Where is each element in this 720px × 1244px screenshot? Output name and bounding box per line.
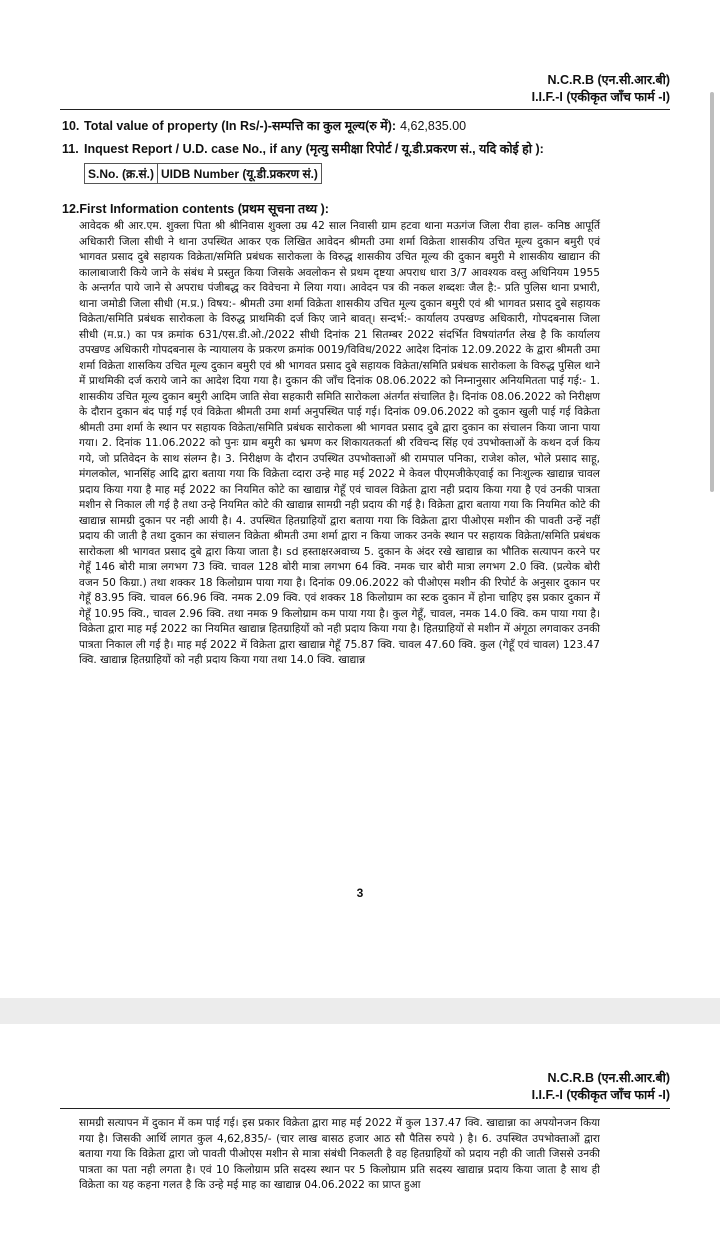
item-12-first-information: [62, 201, 329, 217]
item-11-inquest-report: [62, 141, 544, 157]
fir-contents-text: आवेदक श्री आर.एम. शुक्ला पिता श्री श्रीनिवास शुक्ला उम्र 42 साल निवासी ग्राम हटवा थाना मऊगंज जिला रीवा हाल- कनिष्ठ आपूर्ति अधिकारी जिला सीधी ने थाना उपस्थित आकर एक लिखित आवेदन श्रीमती उमा शर्मा विक्रेता शासकीय उचित मूल्य दुकान बमुरी एवं भागवत प्रसाद दुबे सहायक विक्रेता/समिति प्रबंधक सारोकला के विरुद्ध शासकीय उचित मूल्य की दुकान बमुरी मे शासकीय खाद्यान की कालाबाजारी किये जाने के संबंध मे प्रस्तुत किया जिसके अवलोकन से प्रथम दृष्टया अपराध धारा 3/7 आवश्यक वस्तु अधिनियम 1955 के अन्तर्गत पाये जाने से अपराध पंजीबद्ध कर विवेचना मे लिया गया। आवेदन पत्र की नकल शब्दशः जैल है:- प्रति पुलिस थाना प्रभारी, थाना जमोडी जिला सीधी (म.प्र.) विषय:- श्रीमती उमा शर्मा विक्रेता शासकीय उचित मूल्य दुकान बमुरी एवं श्री भागवत प्रसाद दुबे सहायक विक्रेता/समिति प्रबंधक सारोकला के विरुद्ध प्राथमिकी दर्ज किए जाने बावत्। सन्दर्भ:- कार्यालय उपखण्ड अधिकारी, गोपदबनास जिला सीधी (म.प्र.) का पत्र क्रमांक 631/एस.डी.ओ./2022 सीधी दिनांक 21 सितम्बर 2022 संदर्भित विषयांतर्गत लेख है कि कार्यालय उपखण्ड अधिकारी गोपदबनास के न्यायालय के प्रकरण क्रमांक 0019/विविध/2022 आदेश दिनांक 12.09.2022 के द्वारा श्रीमती उमा शर्मा विक्रेता शासकिय उचित मूल्य दुकान बमुरी एवं श्री भागवत प्रसाद दुबे सहायक विक्रेता/समिति प्रबंधक सारोकला के विरुद्ध पुसिल थाने में प्राथमिकी दर्ज कराये जाने का आदेश दिया गया है। दुकान की जाँच दिनांक 08.06.2022 को निम्नानुसार अनियमितता पाई गई:- 1. शासकीय उचित मूल्य दुकान बमुरी आदिम जाति सेवा सहकारी समिति सारोकला अंतर्गत संचालित है। दिनांक 08.06.2022 को निरीक्षण के दौरान दुकान बंद पाई गई एवं विक्रेता श्रीमती उमा शर्मा अनुपस्थित पाई गई। दिनांक 09.06.2022 को दुकान खुली पाई गई विक्रेता श्रीमती उमा शर्मा के स्थान पर सहायक विक्रेता/समिति प्रबंधक सारोकला श्री भागवत प्रसाद दुबे द्वारा दुकान का संचालन किया जाना पाया गया। 2. दिनांक 11.06.2022 को पुनः ग्राम बमुरी का भ्रमण कर शिकायतकर्ता श्री रविचन्द सिंह एवं उपभोक्ताओं के कथन दर्ज किय गये, जो प्रतिवेदन के साथ संलग्न है। 3. निरीक्षण के दौरान उपस्थित उपभोक्ताओं श्री रामपाल पनिका, राजेश कोल, भोले प्रसाद साहू, मंगलकोल, भानसिंह आदि द्वारा बताया गया कि विक्रेता व्दारा उन्हे माह मई 2022 मे केवल पीएमजीकेएवाई का निःशुल्क खाद्यान्न चावल प्रदाय किया गया है माह मई 2022 का नियमित कोटे का खाद्यान्न गेहूँ एवं चावल विक्रेता द्वारा नही प्रदाय किया गया है एवं उनकी पात्रता मशीन से निकाल ली गई है तथा उन्हे नियमित कोटे की खाद्यान्न सामग्री नही प्रदाय की गई है। विक्रेता द्वारा बताया गया कि नियमित कोटे की खाद्यान्न सामग्री दुकान पर नही आयी है। 4. उपस्थित हितग्राहियों द्वारा बताया गया कि विक्रेता द्वारा पीओएस मशीन की पावती उन्हें नहीं प्रदाय की जाती है तथा दुकान का संचालन विक्रेता श्रीमती उमा शर्मा द्वारा न किया जाकर उनके स्थान पर सहायक विक्रेता/समिति प्रबंधक सारोकला श्री भागवत प्रसाद दुबे द्वारा किया जाता है। sd हस्ताक्षरअवाच्य 5. दुकान के अंदर रखे खाद्यान्न का भौतिक सत्यापन करने पर गेहूँ 146 बोरी मात्रा लगभग 73 क्वि. चावल 128 बोरी मात्रा लगभग 64 क्वि. नमक चार बोरी मात्रा लगभग 2.0 क्वि. (प्रत्येक बोरी वजन 50 किग्रा.) तथा शक्कर 18 किलोग्राम पाया गया है। दिनांक 09.06.2022 को पीओएस मशीन की रिपोर्ट के अनुसार दुकान पर गेहूँ 83.95 क्वि. चावल 66.96 क्वि. नमक 2.09 क्वि. एवं शक्कर 18 किलोग्राम का स्टक दुकान में होना चाहिए इस प्रकार दुकान में गेहूँ 10.95 क्वि., चावल 2.96 क्वि. तथा नमक 9 किलोग्राम कम पाया गया है। कुल गेहूँ, चावल, नमक 14.0 क्वि. कम पाया गया है। विक्रेता द्वारा माह मई 2022 का नियमित खाद्यान्न हितग्राहियों को नही प्रदाय किया गया है। हितग्राहियों से मशीन में अंगूठा लगवाकर उनकी पात्रता निकाल ली गई है। माह मई 2022 में विक्रेता द्वारा खाद्यान्न गेहूँ 75.87 क्वि. चावल 47.60 क्वि. कुल (गेहूँ एवं चावल) 123.47 क्वि. खाद्यान्न हितग्राहियों को नही प्रदाय किया गया तथा 14.0 क्वि. खाद्यान्न: [79, 220, 600, 666]
scrollbar[interactable]: [710, 92, 714, 492]
header-iif-page-2: I.I.F.-I (एकीकृत जाँच फार्म -I): [531, 1088, 670, 1102]
item-10-label: Total value of property (In Rs/-)-सम्पत्ति का कुल मूल्य(रु में):: [84, 119, 397, 133]
item-11-label: Inquest Report / U.D. case No., if any (मृत्यु समीक्षा रिपोर्ट / यू.डी.प्रकरण सं., यदि कोई हो ):: [84, 142, 544, 156]
form-header-page-2-text: [532, 1070, 670, 1104]
uidb-table: [84, 163, 322, 184]
uidb-header-number: UIDB Number (यू.डी.प्रकरण सं.): [158, 164, 322, 184]
page-number: 3: [356, 886, 364, 900]
item-11-number: 11.: [62, 142, 79, 156]
item-10-value: 4,62,835.00: [400, 119, 467, 133]
item-12-label: First Information contents (प्रथम सूचना तथ्य ):: [79, 202, 329, 216]
form-header: [532, 72, 670, 106]
header-ncrb-page-2: N.C.R.B (एन.सी.आर.बी): [547, 1071, 670, 1085]
item-10-total-property-value: [62, 118, 466, 134]
item-10-number: 10.: [62, 119, 80, 133]
item-12-number: 12.: [62, 202, 80, 216]
fir-contents-text-continued: सामग्री सत्यापन में दुकान में कम पाई गई। इस प्रकार विक्रेता द्वारा माह मई 2022 में कुल 137.47 क्वि. खाद्यान्ना का अपयोनजन किया गया है। जिसकी आर्थि लागत कुल 4,62,835/- (चार लाख बासठ हजार आठ सौ पैतिस रुपये ) है। 6. उपस्थित उपभोक्ताओं द्वारा बताया गया कि विक्रेता द्वारा जो पावती पीओएस मशीन से मात्रा संबंधी निकलती है वह हितग्राहियों को प्रदाय नही की जाती जिससे उनकी पात्रता का पता नही लगता है। एवं 10 किलोग्राम प्रति सदस्य स्थान पर 5 किलोग्राम प्रति सदस्य खाद्यान्न प्रदाय किया जाता है साथ ही विक्रेता का यह कहना गलत है कि उन्हे मई माह का खाद्यान्न 04.06.2022 का प्राप्त हुआ: [79, 1117, 600, 1191]
header-divider: [60, 109, 670, 110]
uidb-table-header-row: [85, 164, 322, 184]
header-iif: I.I.F.-I (एकीकृत जाँच फार्म -I): [531, 90, 670, 104]
header-ncrb: N.C.R.B (एन.सी.आर.बी): [547, 73, 670, 87]
header-divider-page-2: [60, 1108, 670, 1109]
uidb-header-sno: S.No. (क्र.सं.): [85, 164, 158, 184]
